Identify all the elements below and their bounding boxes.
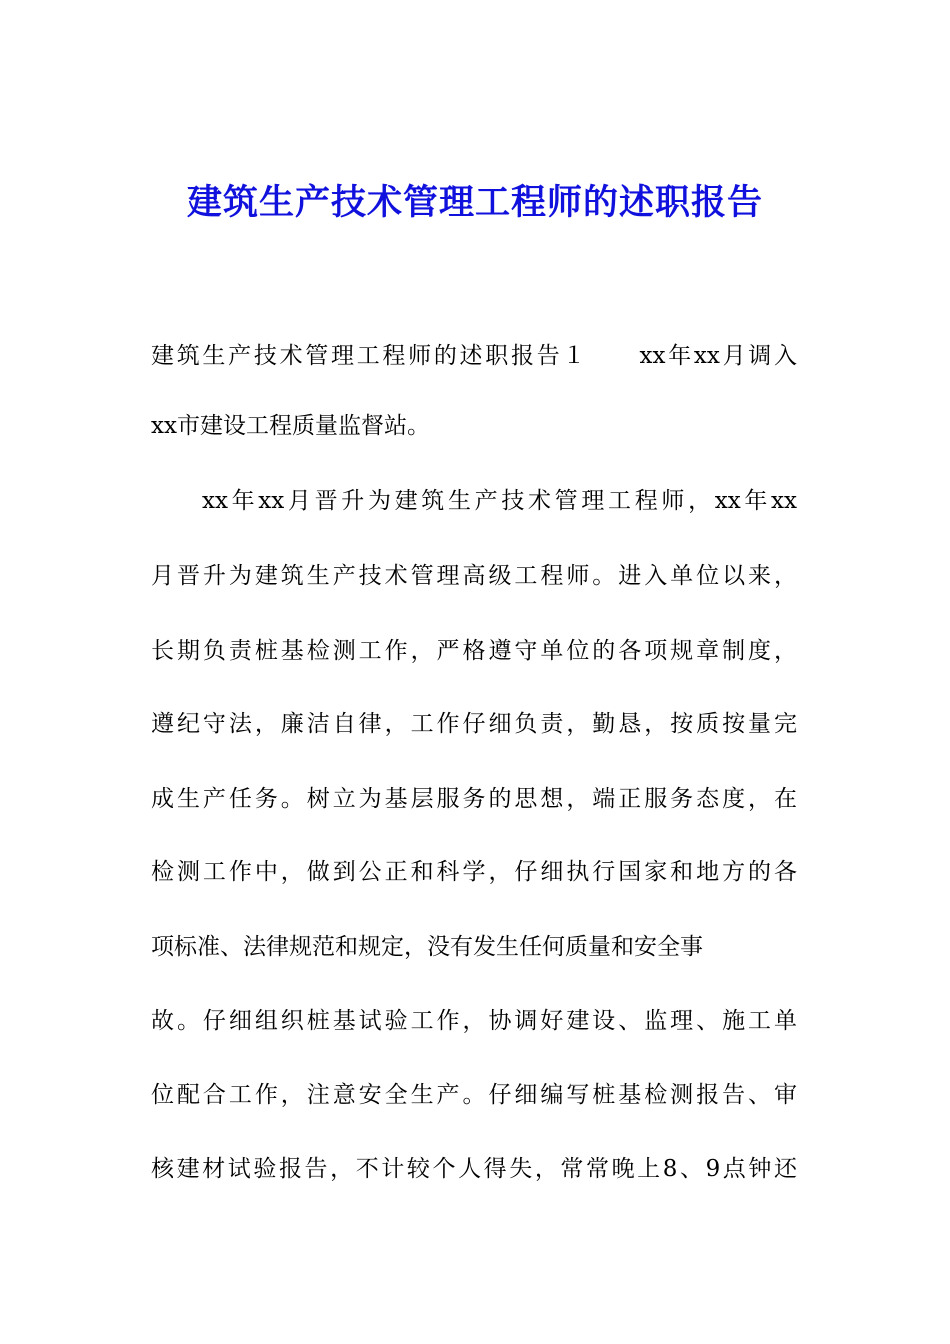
body-line-8: 检测工作中，做到公正和科学，仔细执行国家和地方的各 [151, 859, 797, 885]
body-line-10: 故。仔细组织桩基试验工作，协调好建设、监理、施工单 [151, 1008, 797, 1034]
body-line-1: 建筑生产技术管理工程师的述职报告１ xx年xx月调入 [151, 343, 797, 369]
body-line-2: xx市建设工程质量监督站。 [151, 413, 430, 439]
body-line-9: 项标准、法律规范和规定，没有发生任何质量和安全事 [151, 934, 703, 960]
body-line-11: 位配合工作，注意安全生产。仔细编写桩基检测报告、审 [151, 1082, 797, 1108]
body-line-4: 月晋升为建筑生产技术管理高级工程师。进入单位以来， [151, 563, 797, 589]
document-title: 建筑生产技术管理工程师的述职报告 [186, 183, 763, 223]
body-line-7: 成生产任务。树立为基层服务的思想，端正服务态度，在 [151, 786, 797, 812]
body-line-3: xx年xx月晋升为建筑生产技术管理工程师，xx年xx [202, 488, 797, 514]
body-line-6: 遵纪守法，廉洁自律，工作仔细负责，勤恳，按质按量完 [151, 711, 797, 737]
body-line-12: 核建材试验报告，不计较个人得失，常常晚上8、9点钟还 [151, 1156, 797, 1182]
body-line-5: 长期负责桩基检测工作，严格遵守单位的各项规章制度， [151, 638, 797, 664]
